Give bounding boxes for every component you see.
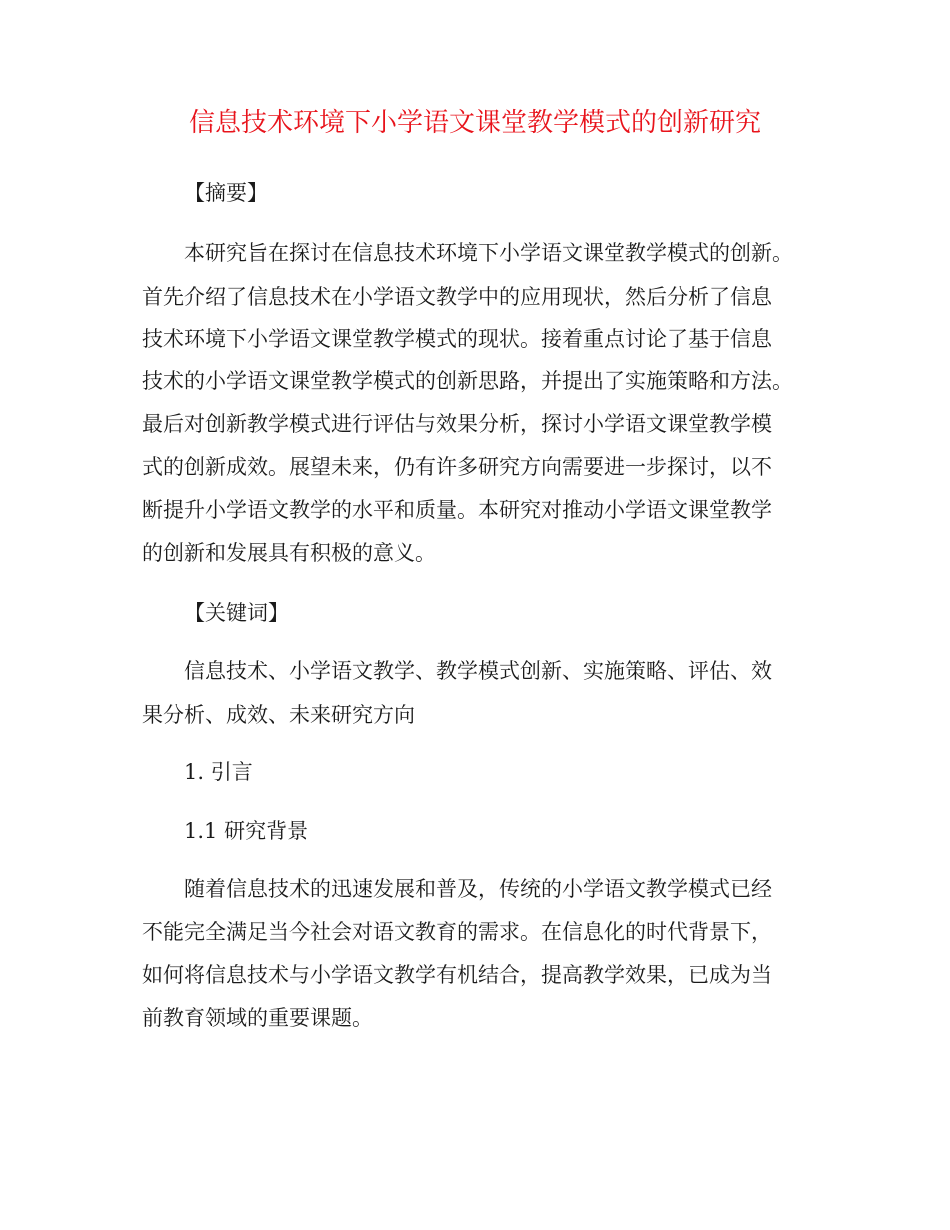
abstract-line: 断提升小学语文教学的水平和质量。本研究对推动小学语文课堂教学 xyxy=(142,498,772,522)
abstract-line: 首先介绍了信息技术在小学语文教学中的应用现状，然后分析了信息 xyxy=(142,285,772,309)
background-line: 随着信息技术的迅速发展和普及，传统的小学语文教学模式已经 xyxy=(184,877,772,901)
abstract-line: 本研究旨在探讨在信息技术环境下小学语文课堂教学模式的创新。 xyxy=(184,241,793,265)
keywords-line: 果分析、成效、未来研究方向 xyxy=(142,703,415,727)
subsection-heading-background: 1.1 研究背景 xyxy=(184,819,309,843)
background-line: 不能完全满足当今社会对语文教育的需求。在信息化的时代背景下， xyxy=(142,920,772,944)
abstract-line: 技术的小学语文课堂教学模式的创新思路，并提出了实施策略和方法。 xyxy=(142,369,793,393)
background-line: 前教育领域的重要课题。 xyxy=(142,1006,373,1030)
abstract-line: 式的创新成效。展望未来，仍有许多研究方向需要进一步探讨，以不 xyxy=(142,455,772,479)
background-line: 如何将信息技术与小学语文教学有机结合，提高教学效果，已成为当 xyxy=(142,963,772,987)
keywords-line: 信息技术、小学语文教学、教学模式创新、实施策略、评估、效 xyxy=(184,659,772,683)
abstract-heading: 【摘要】 xyxy=(184,181,268,205)
abstract-line: 技术环境下小学语文课堂教学模式的现状。接着重点讨论了基于信息 xyxy=(142,327,772,351)
keywords-heading: 【关键词】 xyxy=(184,601,289,625)
abstract-line: 的创新和发展具有积极的意义。 xyxy=(142,541,436,565)
section-heading-introduction: 1. 引言 xyxy=(184,760,253,784)
document-title: 信息技术环境下小学语文课堂教学模式的创新研究 xyxy=(188,108,761,138)
abstract-line: 最后对创新教学模式进行评估与效果分析，探讨小学语文课堂教学模 xyxy=(142,412,772,436)
